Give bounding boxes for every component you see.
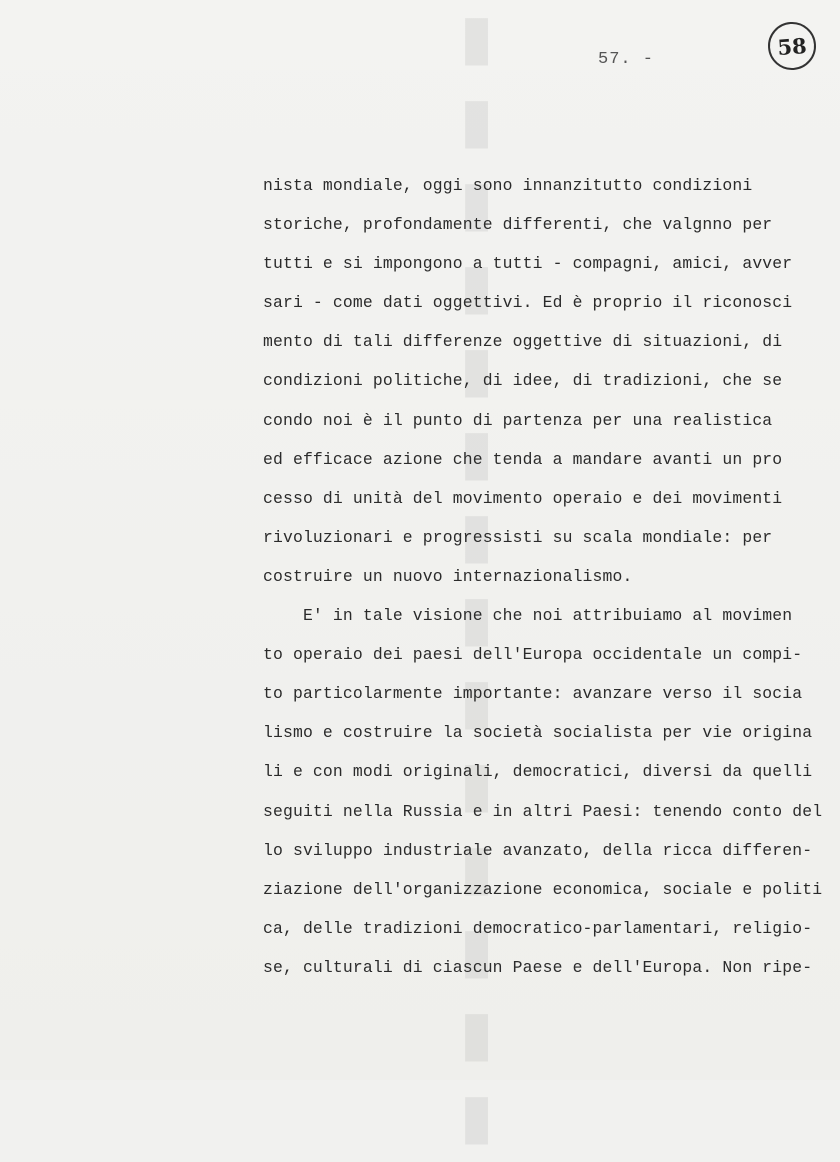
background-watermark: ▮▮▮▮▮▮▮▮▮▮▮▮▮▮ (440, 0, 513, 1162)
text-line: lismo e costruire la società socialista per vie origina (263, 723, 813, 743)
text-line: li e con modi originali, democratici, diversi da quelli (263, 762, 813, 782)
text-line: condo noi è il punto di partenza per una realistica (263, 410, 773, 430)
page-number: 57. - (598, 50, 655, 69)
text-line: sari - come dati oggettivi. Ed è proprio il riconosci (263, 293, 793, 313)
text-line: E' in tale visione che noi attribuiamo al movimen (263, 606, 793, 626)
text-line: costruire un nuovo internazionalismo. (263, 566, 633, 586)
text-line: to operaio dei paesi dell'Europa occidentale un compi- (263, 645, 803, 665)
text-line: condizioni politiche, di idee, di tradizioni, che se (263, 371, 783, 391)
text-line: to particolarmente importante: avanzare verso il socia (263, 684, 803, 704)
handwritten-page-stamp: 58 (766, 20, 817, 71)
text-line: cesso di unità del movimento operaio e dei movimenti (263, 488, 783, 508)
text-line: nista mondiale, oggi sono innanzitutto condizioni (263, 176, 753, 195)
text-line: ed efficace azione che tenda a mandare avanti un pro (263, 449, 783, 469)
body-text (263, 166, 823, 987)
text-line: se, culturali di ciascun Paese e dell'Europa. Non ripe- (263, 957, 813, 977)
text-line: seguiti nella Russia e in altri Paesi: tenendo conto del (263, 801, 823, 821)
text-line: storiche, profondamente differenti, che valgnno per (263, 215, 773, 235)
text-line: lo sviluppo industriale avanzato, della ricca differen- (263, 840, 813, 860)
text-line: rivoluzionari e progressisti su scala mondiale: per (263, 527, 773, 547)
text-line: mento di tali differenze oggettive di situazioni, di (263, 332, 783, 352)
text-line: ziazione dell'organizzazione economica, sociale e politi (263, 879, 823, 899)
paragraph (263, 596, 823, 987)
text-line: tutti e si impongono a tutti - compagni, amici, avver (263, 254, 793, 274)
paragraph (263, 166, 823, 596)
text-line: ca, delle tradizioni democratico-parlamentari, religio- (263, 918, 813, 938)
